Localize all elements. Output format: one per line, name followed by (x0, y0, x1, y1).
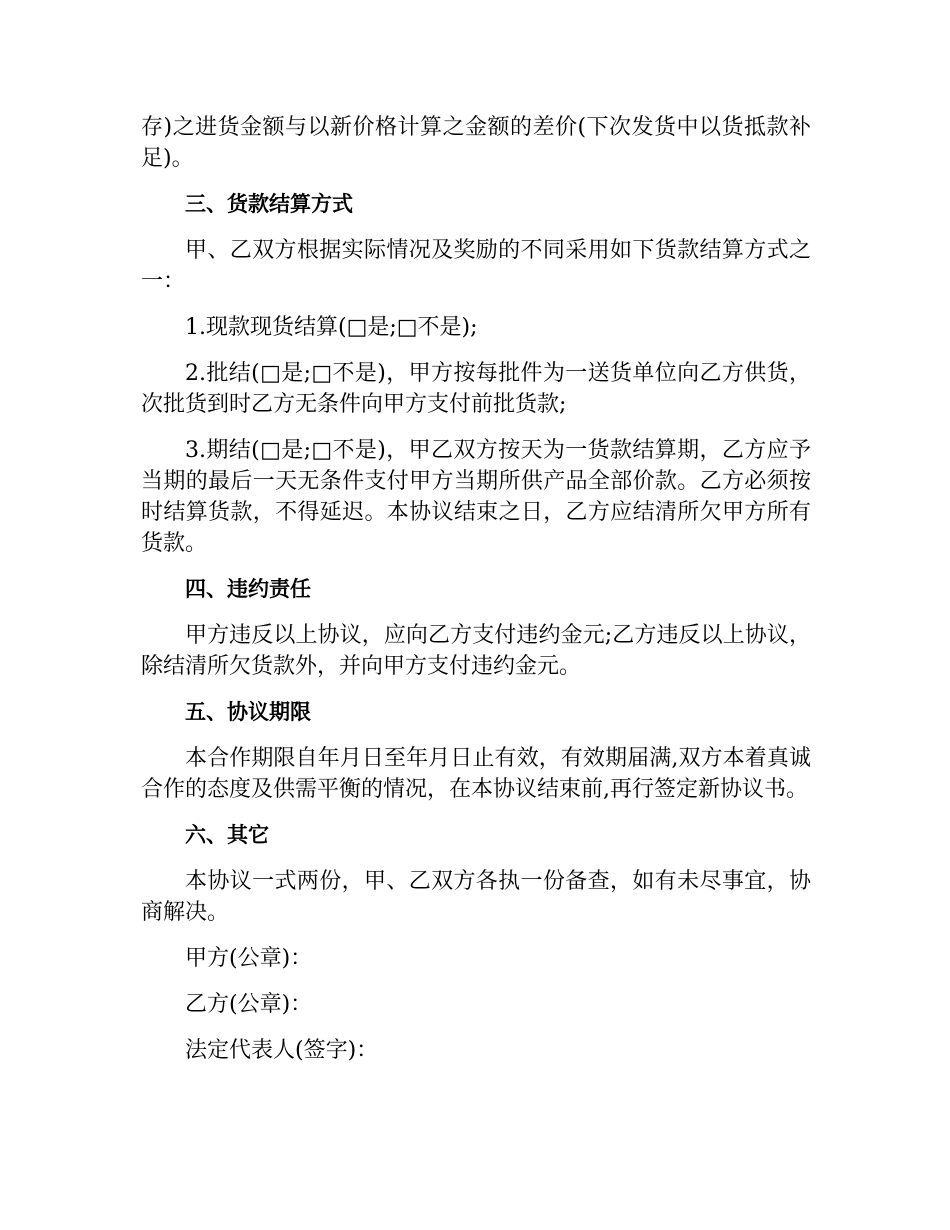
signature-party-b: 乙方(公章)： (185, 992, 313, 1017)
signature-legal-representative: 法定代表人(签字)： (185, 1038, 379, 1063)
paragraph-settlement-batch: 2.批结(□是;□不是)，甲方按每批件为一送货单位向乙方供货，次批货到时乙方无条件向甲方支付前批货款; (141, 361, 811, 417)
paragraph-settlement-period: 3.期结(□是;□不是)，甲乙双方按天为一货款结算期，乙方应予当期的最后一天无条件支付甲方当期所供产品全部价款。乙方必须按时结算货款，不得延迟。本协议结束之日，乙方应结清所欠甲方所有货款。 (141, 438, 811, 556)
paragraph-agreement-term: 本合作期限自年月日至年月日止有效，有效期届满,双方本着真诚合作的态度及供需平衡的情况，在本协议结束前,再行签定新协议书。 (141, 746, 811, 802)
heading-other: 六、其它 (185, 823, 269, 847)
heading-payment-settlement: 三、货款结算方式 (185, 192, 353, 216)
paragraph-other: 本协议一式两份，甲、乙双方各执一份备查，如有未尽事宜，协商解决。 (141, 869, 811, 925)
heading-breach-liability: 四、违约责任 (185, 577, 311, 601)
paragraph-settlement-cash: 1.现款现货结算(□是;□不是); (185, 315, 478, 340)
heading-agreement-term: 五、协议期限 (185, 700, 311, 724)
paragraph-price-difference: 存)之进货金额与以新价格计算之金额的差价(下次发货中以货抵款补足)。 (141, 115, 811, 171)
paragraph-breach-liability: 甲方违反以上协议，应向乙方支付违约金元;乙方违反以上协议，除结清所欠货款外，并向甲方支付违约金元。 (141, 623, 811, 679)
paragraph-settlement-intro: 甲、乙双方根据实际情况及奖励的不同采用如下货款结算方式之一： (141, 238, 811, 294)
signature-party-a: 甲方(公章)： (185, 946, 313, 971)
document-page (141, 112, 811, 1081)
